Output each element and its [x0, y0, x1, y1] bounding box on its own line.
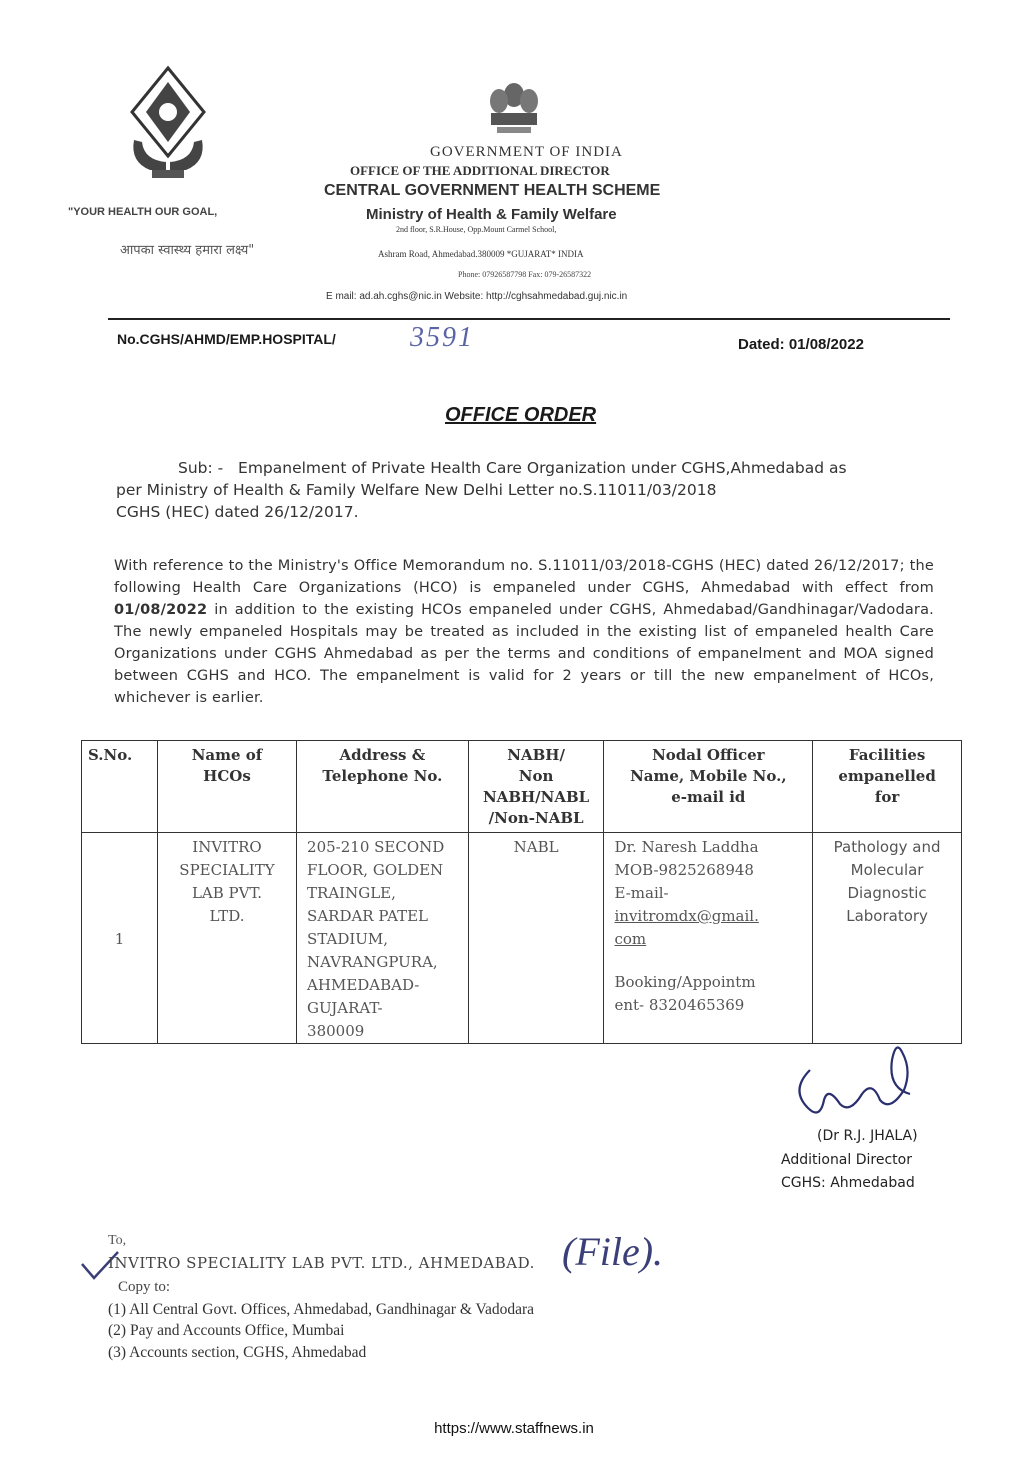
header-divider	[108, 318, 950, 320]
handwritten-reference: 3591	[410, 322, 474, 353]
addr-l6: NAVRANGPURA,	[307, 953, 438, 971]
subject-line-1: Empanelment of Private Health Care Organization under CGHS,Ahmedabad as	[238, 459, 847, 477]
th-nabh-l2: Non	[518, 767, 554, 785]
cell-address	[297, 833, 469, 1044]
addr-l7: AHMEDABAD-	[307, 976, 420, 994]
th-sno-text: S.No.	[88, 746, 133, 764]
cell-hco-name	[157, 833, 296, 1044]
hco-name-l1: INVITRO	[192, 838, 262, 856]
fac-l4: Laboratory	[846, 907, 928, 925]
th-name-l1: Name of	[191, 746, 263, 764]
footer-url[interactable]: https://www.staffnews.in	[434, 1420, 594, 1437]
subject-line-2: per Ministry of Health & Family Welfare New Delhi Letter no.S.11011/03/2018	[116, 481, 717, 499]
th-nabh-l1: NABH/	[507, 746, 565, 764]
table-header-row	[82, 741, 962, 833]
th-sno	[82, 741, 158, 833]
nodal-l2: MOB-9825268948	[614, 861, 754, 879]
th-nodal-l3: e-mail id	[671, 788, 746, 806]
addr-l4: SARDAR PATEL	[307, 907, 429, 925]
cell-facilities	[813, 833, 962, 1044]
hco-name-l2: SPECIALITY	[179, 861, 275, 879]
fac-l1: Pathology and	[833, 838, 941, 856]
body-part-1: With reference to the Ministry's Office Memorandum no. S.11011/03/2018-CGHS (HEC) dated 26/12/2017; the following Health Care Organizations (HCO) is empaneled under CGHS, Ahmedabad with effect from	[114, 558, 934, 596]
nodal-spacer	[614, 951, 812, 971]
th-addr-l2: Telephone No.	[322, 767, 443, 785]
th-nabh-l3: NABH/NABL	[482, 788, 590, 806]
th-name	[157, 741, 296, 833]
nodal-l1: Dr. Naresh Laddha	[614, 838, 759, 856]
fac-l3: Diagnostic	[847, 884, 927, 902]
subject-block	[116, 457, 916, 523]
copy-item-3: (3) Accounts section, CGHS, Ahmedabad	[108, 1344, 367, 1361]
to-label: To,	[108, 1233, 127, 1248]
subject-line-3: CGHS (HEC) dated 26/12/2017.	[116, 503, 359, 521]
to-recipient: INVITRO SPECIALITY LAB PVT. LTD., AHMEDABAD.	[108, 1254, 535, 1272]
th-facilities	[813, 741, 962, 833]
header-office: OFFICE OF THE ADDITIONAL DIRECTOR	[350, 163, 610, 178]
slogan-english: "YOUR HEALTH OUR GOAL,	[68, 206, 218, 218]
nodal-l6: Booking/Appointm	[614, 973, 756, 991]
hco-name-l4: LTD.	[209, 907, 245, 925]
body-paragraph	[114, 555, 934, 709]
signature	[780, 1030, 930, 1130]
signatory-designation: Additional Director	[781, 1152, 912, 1168]
cell-sno: 1	[82, 833, 158, 1044]
header-ministry: Ministry of Health & Family Welfare	[366, 206, 617, 223]
header-address-2: Ashram Road, Ahmedabad.380009 *GUJARAT* INDIA	[378, 249, 584, 259]
nodal-email-l2[interactable]: com	[614, 930, 647, 948]
th-address	[297, 741, 469, 833]
addr-l9: 380009	[307, 1022, 365, 1040]
addr-l8: GUJARAT-	[307, 999, 383, 1017]
th-addr-l1: Address &	[339, 746, 426, 764]
national-emblem	[485, 75, 543, 137]
cell-nabh: NABL	[468, 833, 604, 1044]
table-row	[82, 833, 962, 1044]
th-nabh	[468, 741, 604, 833]
cghs-logo	[126, 62, 210, 180]
subject-label: Sub: -	[178, 459, 224, 477]
addr-l2: FLOOR, GOLDEN	[307, 861, 444, 879]
th-nodal-l1: Nodal Officer	[652, 746, 765, 764]
header-scheme: CENTRAL GOVERNMENT HEALTH SCHEME	[324, 182, 661, 199]
page-title: OFFICE ORDER	[445, 404, 597, 426]
header-email-web: E mail: ad.ah.cghs@nic.in Website: http://cghsahmedabad.guj.nic.in	[326, 291, 628, 302]
empanelment-table	[81, 740, 962, 1044]
th-fac-l2: empanelled	[838, 767, 936, 785]
th-nabh-l4: /Non-NABL	[488, 809, 584, 827]
effective-date: 01/08/2022	[114, 602, 208, 618]
th-nodal-l2: Name, Mobile No.,	[630, 767, 787, 785]
th-nodal	[604, 741, 813, 833]
header-gov: GOVERNMENT OF INDIA	[430, 144, 623, 160]
nodal-l3: E-mail-	[614, 884, 669, 902]
addr-l1: 205-210 SECOND	[307, 838, 445, 856]
date-line: Dated: 01/08/2022	[738, 336, 864, 353]
addr-l3: TRAINGLE,	[307, 884, 396, 902]
slogan-hindi: आपका स्वास्थ्य हमारा लक्ष्य"	[120, 243, 255, 258]
reference-number: No.CGHS/AHMD/EMP.HOSPITAL/	[117, 331, 336, 347]
th-name-l2: HCOs	[203, 767, 251, 785]
nodal-email-l1[interactable]: invitromdx@gmail.	[614, 907, 759, 925]
body-part-2: in addition to the existing HCOs empaneled under CGHS, Ahmedabad/Gandhinagar/Vadodara. The newly empaneled Hospitals may be treated as included in the existing list of empaneled health Care Organizations under CGHS Ahmedabad as per the terms and conditions of empanelment and MOA signed between CGHS and HCO. The empanelment is valid for 2 years or till the new empanelment of HCOs, whichever is earlier.	[114, 602, 934, 706]
header-phone: Phone: 07926587798 Fax: 079-26587322	[458, 270, 592, 279]
addr-l5: STADIUM,	[307, 930, 389, 948]
file-note: (File).	[562, 1229, 664, 1274]
copy-item-1: (1) All Central Govt. Offices, Ahmedabad, Gandhinagar & Vadodara	[108, 1301, 534, 1318]
copy-item-2: (2) Pay and Accounts Office, Mumbai	[108, 1322, 345, 1339]
signatory-office: CGHS: Ahmedabad	[781, 1175, 915, 1191]
copy-label: Copy to:	[118, 1279, 171, 1295]
fac-l2: Molecular	[850, 861, 924, 879]
th-fac-l3: for	[874, 788, 900, 806]
nodal-l7: ent- 8320465369	[614, 996, 745, 1014]
signatory-name: (Dr R.J. JHALA)	[817, 1128, 918, 1144]
hco-name-l3: LAB PVT.	[191, 884, 263, 902]
cell-nodal-officer	[604, 833, 813, 1044]
header-address-1: 2nd floor, S.R.House, Opp.Mount Carmel School,	[396, 225, 557, 234]
th-fac-l1: Facilities	[848, 746, 926, 764]
